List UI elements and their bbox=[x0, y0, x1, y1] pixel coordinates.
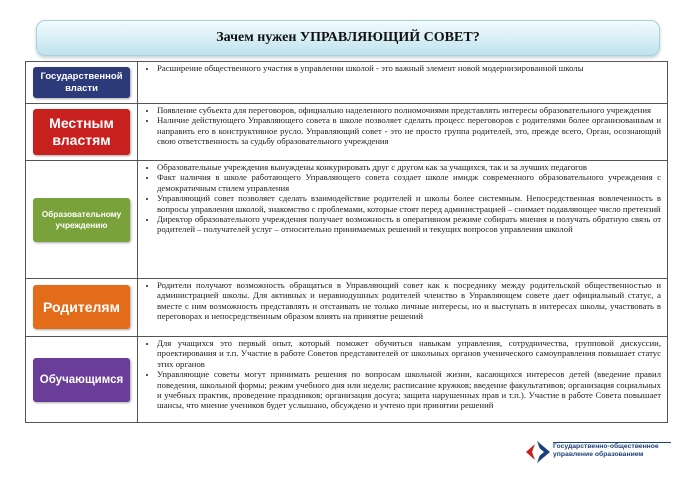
table-row bbox=[26, 336, 667, 422]
row-label-cell bbox=[26, 62, 138, 103]
row-content-cell bbox=[139, 279, 667, 336]
badge-label: Образовательному учреждению bbox=[41, 209, 122, 230]
bullet-list bbox=[143, 338, 661, 411]
title-banner bbox=[36, 20, 660, 56]
list-item: • Родители получают возможность обращаться в Управляющий совет как к посреднику между родительской общественностью и администрацией школы. Для активных и неравнодушных родителей членство в Управляющем совете дает официальный статус, а вместе с ним возможность представлять и отстаивать не только личные интересы, но и выступать в интересах школы, участвовать в переговорах и непосредственным образом влиять на принятие решений bbox=[157, 280, 661, 322]
badge-label: Обучающимся bbox=[39, 374, 124, 386]
badge-school bbox=[33, 198, 130, 242]
bullet-list bbox=[143, 105, 661, 147]
list-item: • Появление субъекта для переговоров, официально наделенного полномочиями представлять интересы образовательного учреждения bbox=[157, 105, 661, 115]
list-item: • Директор образовательного учреждения получает возможность в оперативном режиме собирать мнения и получать обратную связь от родителей – получателей услуг – относительно принимаемых решений и текущих вопросов управления школой bbox=[157, 214, 661, 235]
list-item: • Управляющий совет позволяет сделать взаимодействие родителей и школы более системным. Непосредственная вовлеченность в вопросы управления школой, знакомство с проблемами, которые стоят перед администрацией – снимает подавляющее число претензий bbox=[157, 193, 661, 214]
row-content-cell bbox=[139, 104, 667, 160]
organization-logo bbox=[523, 438, 673, 468]
badge-label: Родителям bbox=[43, 298, 120, 315]
list-item: • Для учащихся это первый опыт, который поможет обучиться навыкам управления, сотрудничества, групповой дискуссии, проектирования и т.п. Участие в работе Советов представителей от школьных органов ученического самоуправления повышает статус этих органов bbox=[157, 338, 661, 369]
row-label-cell bbox=[26, 104, 138, 160]
row-label-cell bbox=[26, 337, 138, 422]
badge-parents bbox=[33, 285, 130, 329]
logo-line-2: управление образованием bbox=[553, 451, 644, 458]
table-row bbox=[26, 278, 667, 336]
page-title: Зачем нужен УПРАВЛЯЮЩИЙ СОВЕТ? bbox=[216, 30, 480, 45]
list-item: • Расширение общественного участия в управлении школой - это важный элемент новой модернизированной школы bbox=[157, 63, 661, 73]
list-item: • Факт наличия в школе работающего Управляющего совета создает школе имидж современного образовательного учреждения с демократичным стилем управления bbox=[157, 172, 661, 193]
table-row bbox=[26, 62, 667, 103]
badge-state bbox=[33, 67, 130, 98]
list-item: • Наличие действующего Управляющего совета в школе позволяет сделать процесс переговоров с родителями более организованным и направить его в конструктивное русло. Управляющий совет - это не просто группа родителей, это, прежде всего, Орган, осознающий свою ответственность за судьбу образовательного учреждения bbox=[157, 115, 661, 146]
logo-mark-icon bbox=[523, 438, 553, 468]
benefits-table bbox=[25, 61, 668, 423]
list-item: • Управляющие советы могут принимать решения по вопросам школьной жизни, касающихся интересов детей (введение правил поведения, школьной формы; режим учебного дня или недели; расписание кружков; введение факультативов; организация социальных и учебных практик, проведение праздников; организация досуга; защита нарушенных прав и т.п.). Участие в работе Совета повышает шансы, что мнение учеников будет услышано, обсуждено и учтено при принятии решений bbox=[157, 369, 661, 411]
badge-local bbox=[33, 109, 130, 155]
badge-students bbox=[33, 358, 130, 402]
row-label-cell bbox=[26, 161, 138, 278]
badge-label: Местным властям bbox=[49, 115, 114, 148]
row-content-cell bbox=[139, 161, 667, 278]
bullet-list bbox=[143, 162, 661, 235]
bullet-list bbox=[143, 63, 661, 73]
row-content-cell bbox=[139, 337, 667, 422]
logo-text bbox=[553, 443, 678, 459]
table-row bbox=[26, 103, 667, 160]
bullet-list bbox=[143, 280, 661, 322]
logo-line-1: Государственно-общественное bbox=[553, 443, 659, 450]
table-row bbox=[26, 160, 667, 278]
list-item: • Образовательные учреждения вынуждены конкурировать друг с другом как за учащихся, так и за лучших педагогов bbox=[157, 162, 661, 172]
row-content-cell bbox=[139, 62, 667, 103]
badge-label: Государственной власти bbox=[40, 70, 123, 94]
row-label-cell bbox=[26, 279, 138, 336]
